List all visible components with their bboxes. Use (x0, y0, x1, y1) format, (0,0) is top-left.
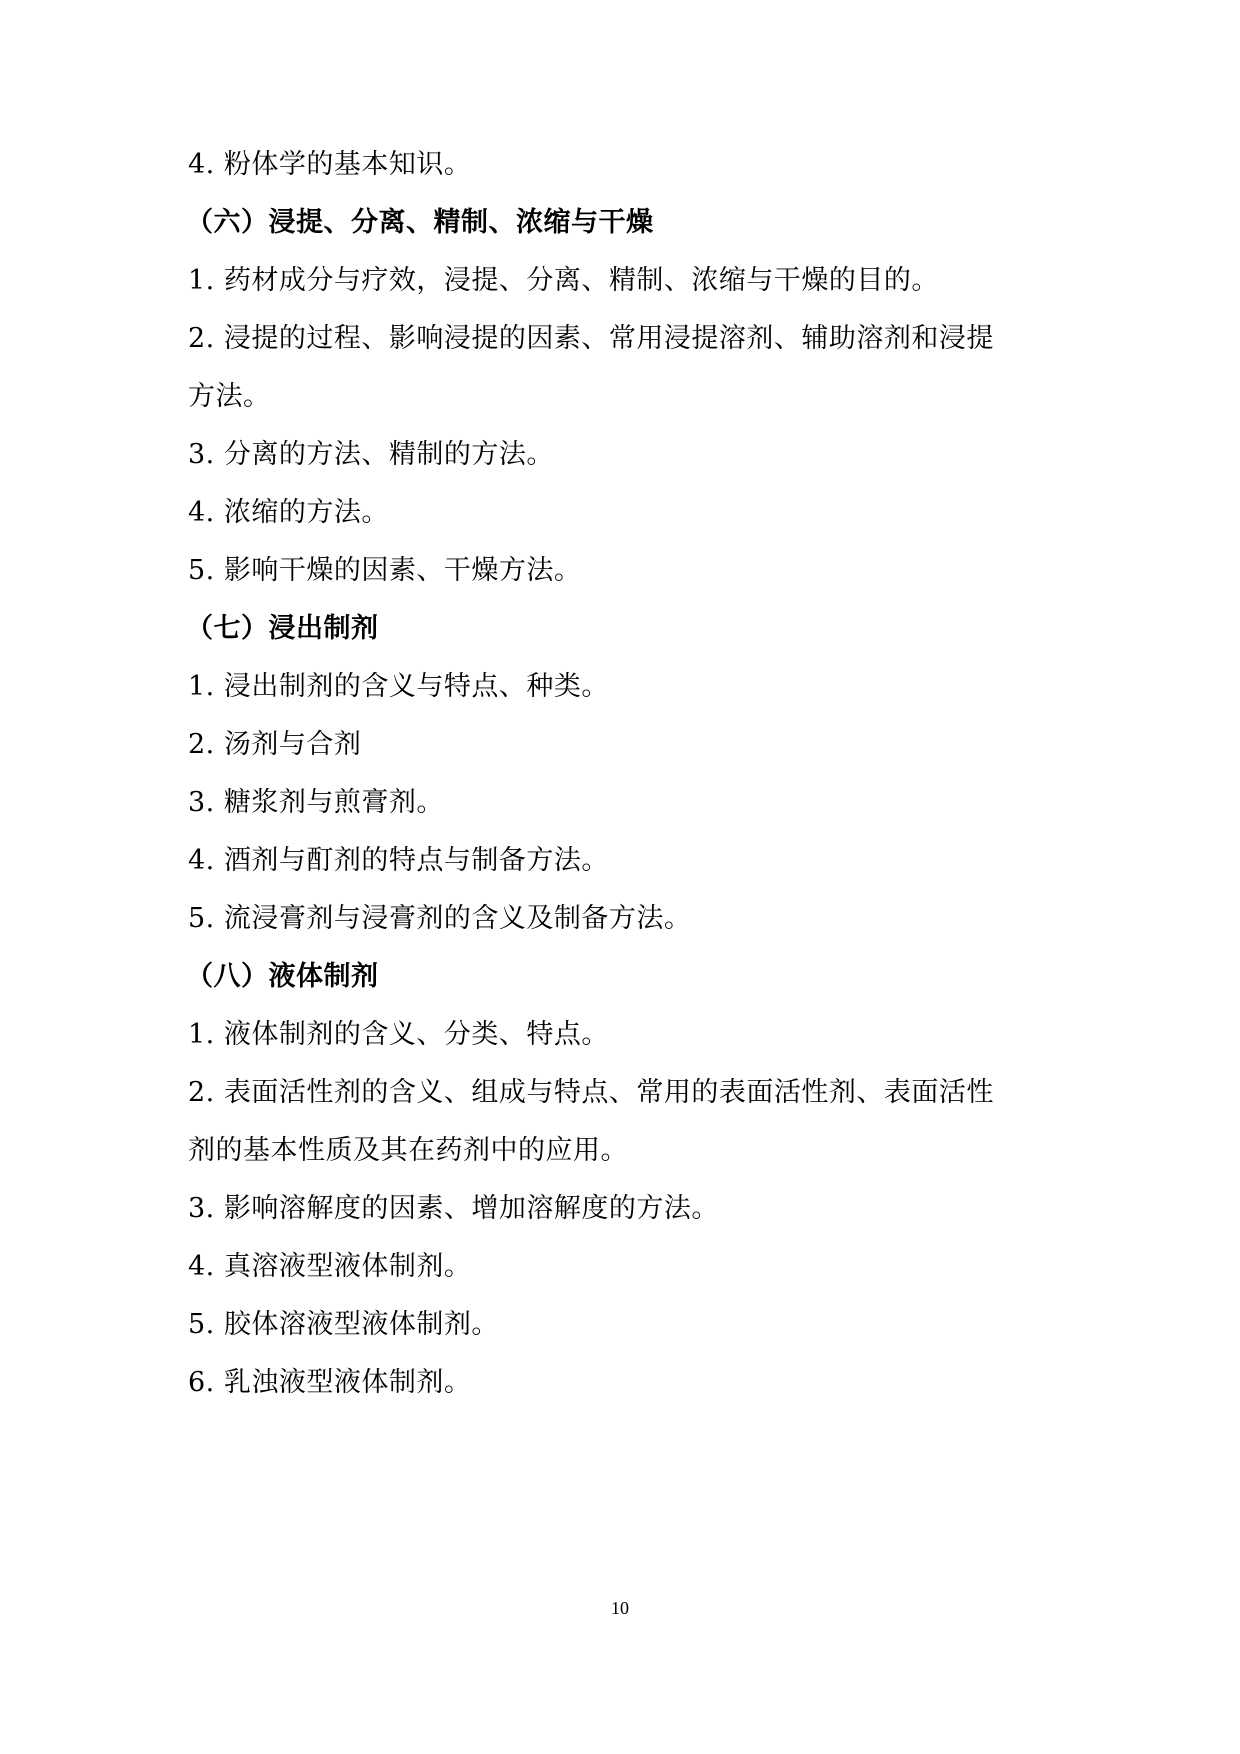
item-line: 3. 影响溶解度的因素、增加溶解度的方法。 (188, 1193, 719, 1224)
item-line: 1. 药材成分与疗效，浸提、分离、精制、浓缩与干燥的目的。 (188, 265, 939, 296)
item-line: 2. 汤剂与合剂 (188, 729, 362, 760)
item-line: 2. 表面活性剂的含义、组成与特点、常用的表面活性剂、表面活性 (188, 1077, 994, 1108)
item-line: 5. 流浸膏剂与浸膏剂的含义及制备方法。 (188, 903, 692, 934)
item-line: 5. 影响干燥的因素、干燥方法。 (188, 555, 582, 586)
item-line: 4. 粉体学的基本知识。 (188, 149, 472, 180)
item-line: 6. 乳浊液型液体制剂。 (188, 1367, 472, 1398)
item-line-continued: 方法。 (188, 381, 271, 412)
item-line: 4. 浓缩的方法。 (188, 497, 389, 528)
item-line: 2. 浸提的过程、影响浸提的因素、常用浸提溶剂、辅助溶剂和浸提 (188, 323, 994, 354)
item-line: 4. 酒剂与酊剂的特点与制备方法。 (188, 845, 609, 876)
section-heading: （八）液体制剂 (186, 961, 379, 992)
item-line: 1. 浸出制剂的含义与特点、种类。 (188, 671, 609, 702)
item-line: 1. 液体制剂的含义、分类、特点。 (188, 1019, 609, 1050)
item-line: 4. 真溶液型液体制剂。 (188, 1251, 472, 1282)
section-heading: （六）浸提、分离、精制、浓缩与干燥 (186, 207, 654, 238)
item-line-continued: 剂的基本性质及其在药剂中的应用。 (188, 1135, 628, 1166)
item-line: 3. 分离的方法、精制的方法。 (188, 439, 554, 470)
page-number: 10 (611, 1598, 629, 1618)
section-heading: （七）浸出制剂 (186, 613, 379, 644)
item-line: 5. 胶体溶液型液体制剂。 (188, 1309, 499, 1340)
item-line: 3. 糖浆剂与煎膏剂。 (188, 787, 444, 818)
